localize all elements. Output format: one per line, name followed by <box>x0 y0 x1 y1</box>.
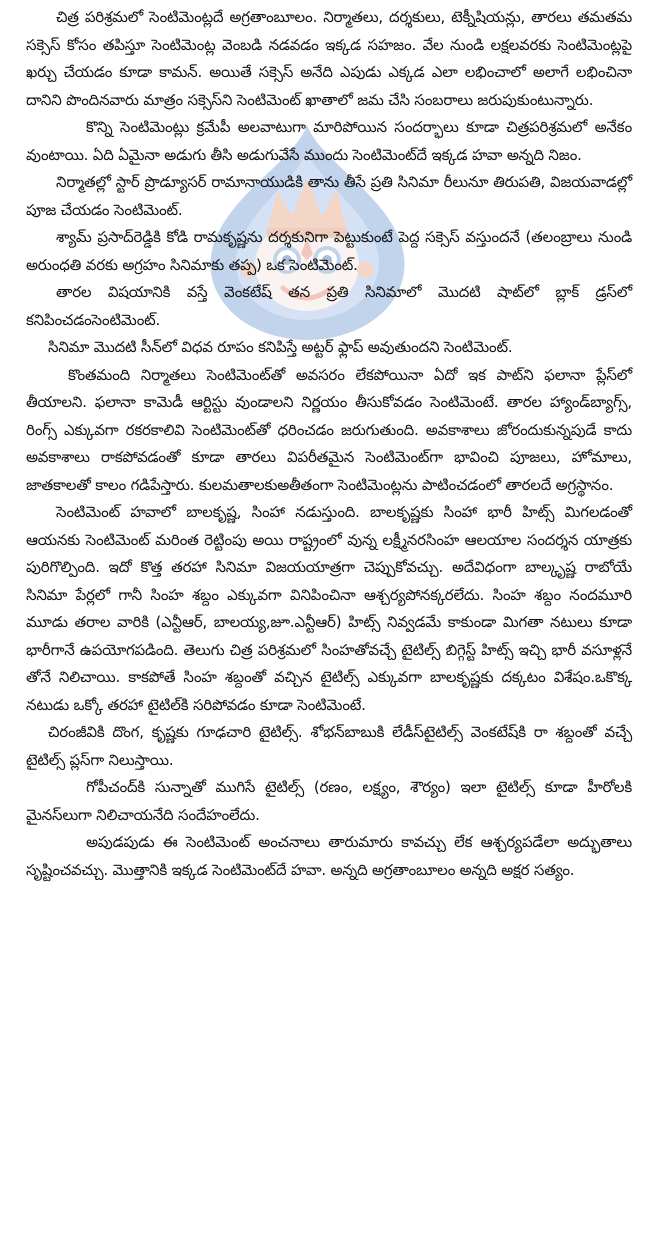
article-body <box>26 4 632 884</box>
paragraph-3: నిర్మాతల్లో స్టార్ ప్రొడ్యూసర్ రామానాయుడికి తాను తీసే ప్రతి సినిమా రీలునూ తిరుపతి, విజయవాడల్లో పూజ చేయడం సెంటిమెంట్. <box>26 173 632 219</box>
paragraph-2: కొన్ని సెంటిమెంట్లు క్రమేపీ అలవాటుగా మారిపోయిన సందర్భాలు కూడా చిత్రపరిశ్రమలో అనేకం వుంటాయి. ఏది ఏమైనా అడుగు తీసి అడుగువేసే ముందు సెంటిమెంట్‌దే ఇక్కడ హవా అన్నది నిజం. <box>26 118 632 164</box>
paragraph-1: చిత్ర పరిశ్రమలో సెంటిమెంట్లదే అగ్రతాంబూలం. నిర్మాతలు, దర్శకులు, టెక్నీషియన్లు, తారలు తమతమ సక్సెస్ కోసం తపిస్తూ సెంటిమెంట్ల వెంబడి నడవడం ఇక్కడ సహజం. వేల నుండి లక్షలవరకు సెంటిమెంట్లపై ఖర్చు చేయడం కూడా కామన్. అయితే సక్సెస్ అనేది ఎపుడు ఎక్కడ ఎలా లభించాలో అలాగే లభించినా దానిని పొందినవారు మాత్రం సక్సెస్‌ని సెంటిమెంట్ ఖాతాలో జమ చేసి సంబరాలు జరుపుకుంటున్నారు. <box>26 8 632 109</box>
paragraph-8: సెంటిమెంట్ హవాలో బాలకృష్ణ, సింహా నడుస్తుంది. బాలకృష్ణకు సింహా భారీ హిట్స్ మిగలడంతో ఆయనకు సెంటిమెంట్ మరింత రెట్టింపు అయి రాష్ట్రంలో వున్న లక్ష్మీనరసింహ ఆలయాల సందర్శన యాత్రకు పురిగొల్పింది. ఇదో కొత్త తరహా సినిమా విజయయాత్రగా చెప్పుకోవచ్చు. అదేవిధంగా బాల్కృష్ణ రాబోయే సినిమా పేర్లలో గానీ సింహ శబ్దం ఎక్కువగా వినిపించినా ఆశ్చర్యపోనక్కరలేదు. సింహ శబ్దం నందమూరి మూడు తరాల వారికి (ఎన్టీఆర్, బాలయ్య,జూ.ఎన్టీఆర్) హిట్స్ నివ్వడమే కాకుండా మిగతా నటులు కూడా భారీగానే ఉపయోగపడింది. తెలుగు చిత్ర పరిశ్రమలో సింహతోవచ్చే టైటిల్స్ బిగ్గెస్ట్ హిట్స్ ఇచ్చి భారీ వసూళ్లనే తోనే నిలిచాయి. కాకపోతే సింహ శబ్దంతో వచ్చిన టైటిల్స్ ఎక్కువగా బాలకృష్ణకు దక్కటం విశేషం.ఒకొక్క నటుడు ఒక్కో తరహా టైటిల్‌కి సరిపోవడం కూడా సెంటిమెంటే. <box>26 503 632 714</box>
paragraph-4: శ్యామ్ ప్రసాద్‌రెడ్డికి కోడి రామకృష్ణను దర్శకునిగా పెట్టుకుంటే పెద్ద సక్సెస్ వస్తుందనే (తలంబ్రాలు నుండి అరుంధతి వరకు అగ్రహం సినిమాకు తప్ప) ఒక సెంటిమెంట్. <box>26 228 632 274</box>
paragraph-11: అపుడపుడు ఈ సెంటిమెంట్ అంచనాలు తారుమారు కావచ్చు లేక ఆశ్చర్యపడేలా అద్భుతాలు సృష్టించవచ్చు. మొత్తానికి ఇక్కడ సెంటిమెంట్‌దే హవా. అన్నది అగ్రతాంబూలం అన్నది అక్షర సత్యం. <box>26 833 632 879</box>
paragraph-10: గోపీచంద్‌కి సున్నాతో ముగిసే టైటిల్స్ (రణం, లక్ష్యం, శౌర్యం) ఇలా టైటిల్స్ కూడా హీరోలకి మైనస్‌లుగా నిలిచాయనేది సందేహంలేదు. <box>26 778 632 824</box>
paragraph-6: సినిమా మొదటి సీన్‌లో విధవ రూపం కనిపిస్తే అట్టర్ ఫ్లాప్ అవుతుందని సెంటిమెంట్. <box>48 338 513 356</box>
paragraph-7: కొంతమంది నిర్మాతలు సెంటిమెంట్‌తో అవసరం లేకపోయినా ఏదో ఇక పాట్‌ని ఫలానా ప్లేస్‌లో తీయాలని. ఫలానా కామెడీ ఆర్టిస్టు వుండాలని నిర్ణయం తీసుకోవడం సెంటిమెంటే. తారల హ్యాండ్‌బ్యాగ్స్, రింగ్స్ ఎక్కువగా రకరకాలివి సెంటిమెంట్‌తో ధరించడం జరుగుతుంది. అవకాశాలు జోరందుకున్నపుడే కాదు అవకాశాలు రాకపోవడంతో కూడా తారలు విపరీతమైన సెంటిమెంట్‌గా భావించి పూజలు, హోమాలు, జాతకాలతో కాలం గడిపేస్తారు. కులమతాలకుఅతీతంగా సెంటిమెంట్లను పాటించడంలో తారలదే అగ్రస్థానం. <box>26 365 632 494</box>
paragraph-9: చిరంజీవికి దొంగ, కృష్ణకు గూఢచారి టైటిల్స్. శోభన్‌బాబుకి లేడీస్‌టైటిల్స్ వెంకటేష్‌కి రా శబ్దంతో వచ్చే టైటిల్స్ ప్లస్‌గా నిలుస్తాయి. <box>26 723 632 769</box>
paragraph-5: తారల విషయానికి వస్తే వెంకటేష్ తన ప్రతి సినిమాలో మొదటి షాట్‌లో బ్లాక్ డ్రస్‌లో కనిపించడంసెంటిమెంట్. <box>26 283 632 329</box>
